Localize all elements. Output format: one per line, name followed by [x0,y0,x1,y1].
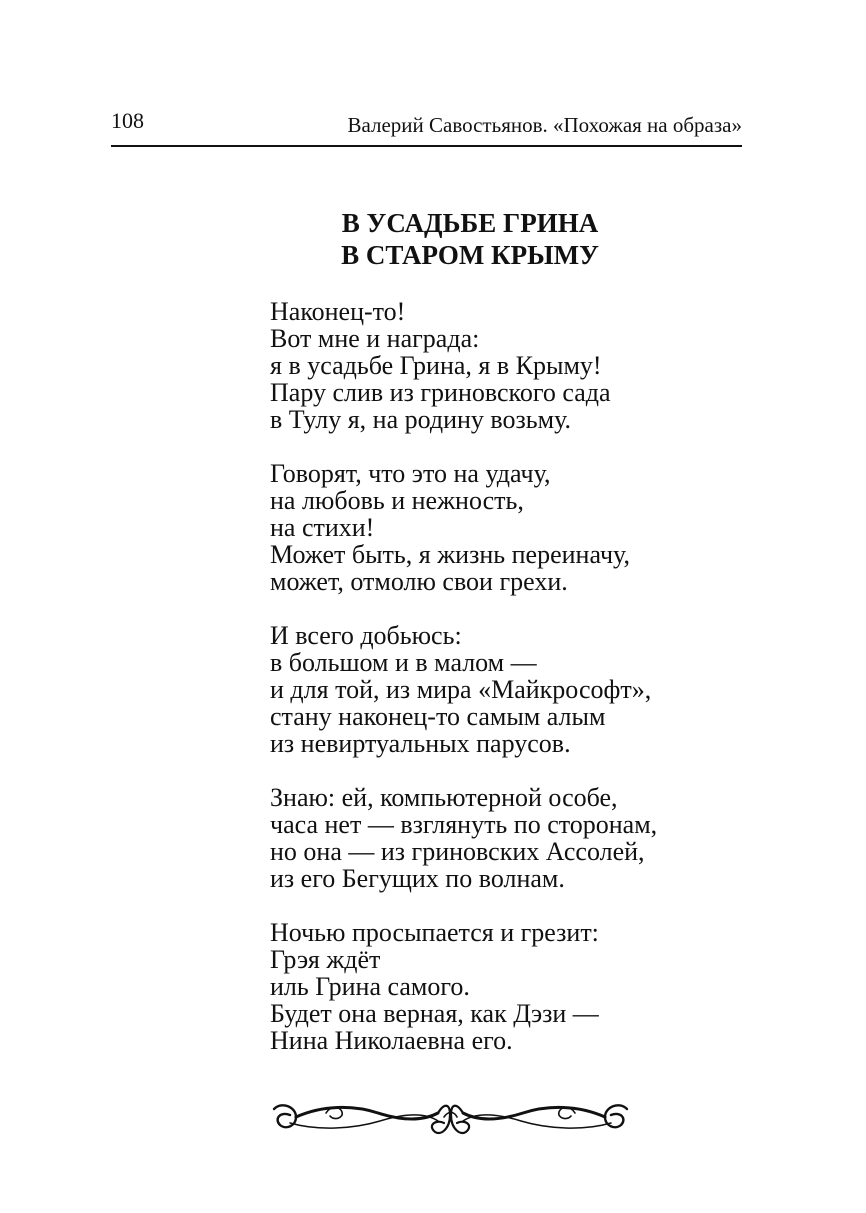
verse-line: И всего добьюсь: [270,621,462,650]
poem-body [270,298,657,1081]
verse-line: я в усадьбе Грина, я в Крыму! [270,351,602,380]
stanza [270,784,657,892]
flourish-divider-icon [268,1093,633,1143]
verse-line: часа нет — взглянуть по сторонам, [270,810,658,839]
stanza [270,919,657,1054]
verse-line: может, отмолю свои грехи. [270,567,568,596]
verse-line: стану наконец-то самым алым [270,702,606,731]
verse-line: Вот мне и награда: [270,324,480,353]
verse-line: в Тулу я, на родину возьму. [270,405,571,434]
poem-title-line: В СТАРОМ КРЫМУ [341,240,599,270]
verse-line: Нина Николаевна его. [270,1026,513,1055]
verse-line: Знаю: ей, компьютерной особе, [270,783,618,812]
verse-line: Будет она верная, как Дэзи — [270,999,599,1028]
stanza [270,298,657,433]
verse-line: Может быть, я жизнь переиначу, [270,540,630,569]
running-header: Валерий Савостьянов. «Похожая на образа» [347,113,742,137]
verse-line: из невиртуальных парусов. [270,729,571,758]
stanza [270,622,657,757]
verse-line: на стихи! [270,513,375,542]
poem-title [270,207,670,271]
stanza [270,460,657,595]
verse-line: Говорят, что это на удачу, [270,459,551,488]
verse-line: иль Грина самого. [270,972,470,1001]
poem-title-line: В УСАДЬБЕ ГРИНА [341,208,599,238]
verse-line: Грэя ждёт [270,945,381,974]
verse-line: в большом и в малом — [270,648,537,677]
verse-line: из его Бегущих по волнам. [270,864,565,893]
verse-line: Пару слив из гриновского сада [270,378,611,407]
verse-line: Наконец-то! [270,297,406,326]
verse-line: но она — из гриновских Ассолей, [270,837,645,866]
header-rule [111,145,742,147]
verse-line: на любовь и нежность, [270,486,524,515]
verse-line: и для той, из мира «Майкрософт», [270,675,652,704]
verse-line: Ночью просыпается и грезит: [270,918,599,947]
page-number: 108 [111,108,144,133]
